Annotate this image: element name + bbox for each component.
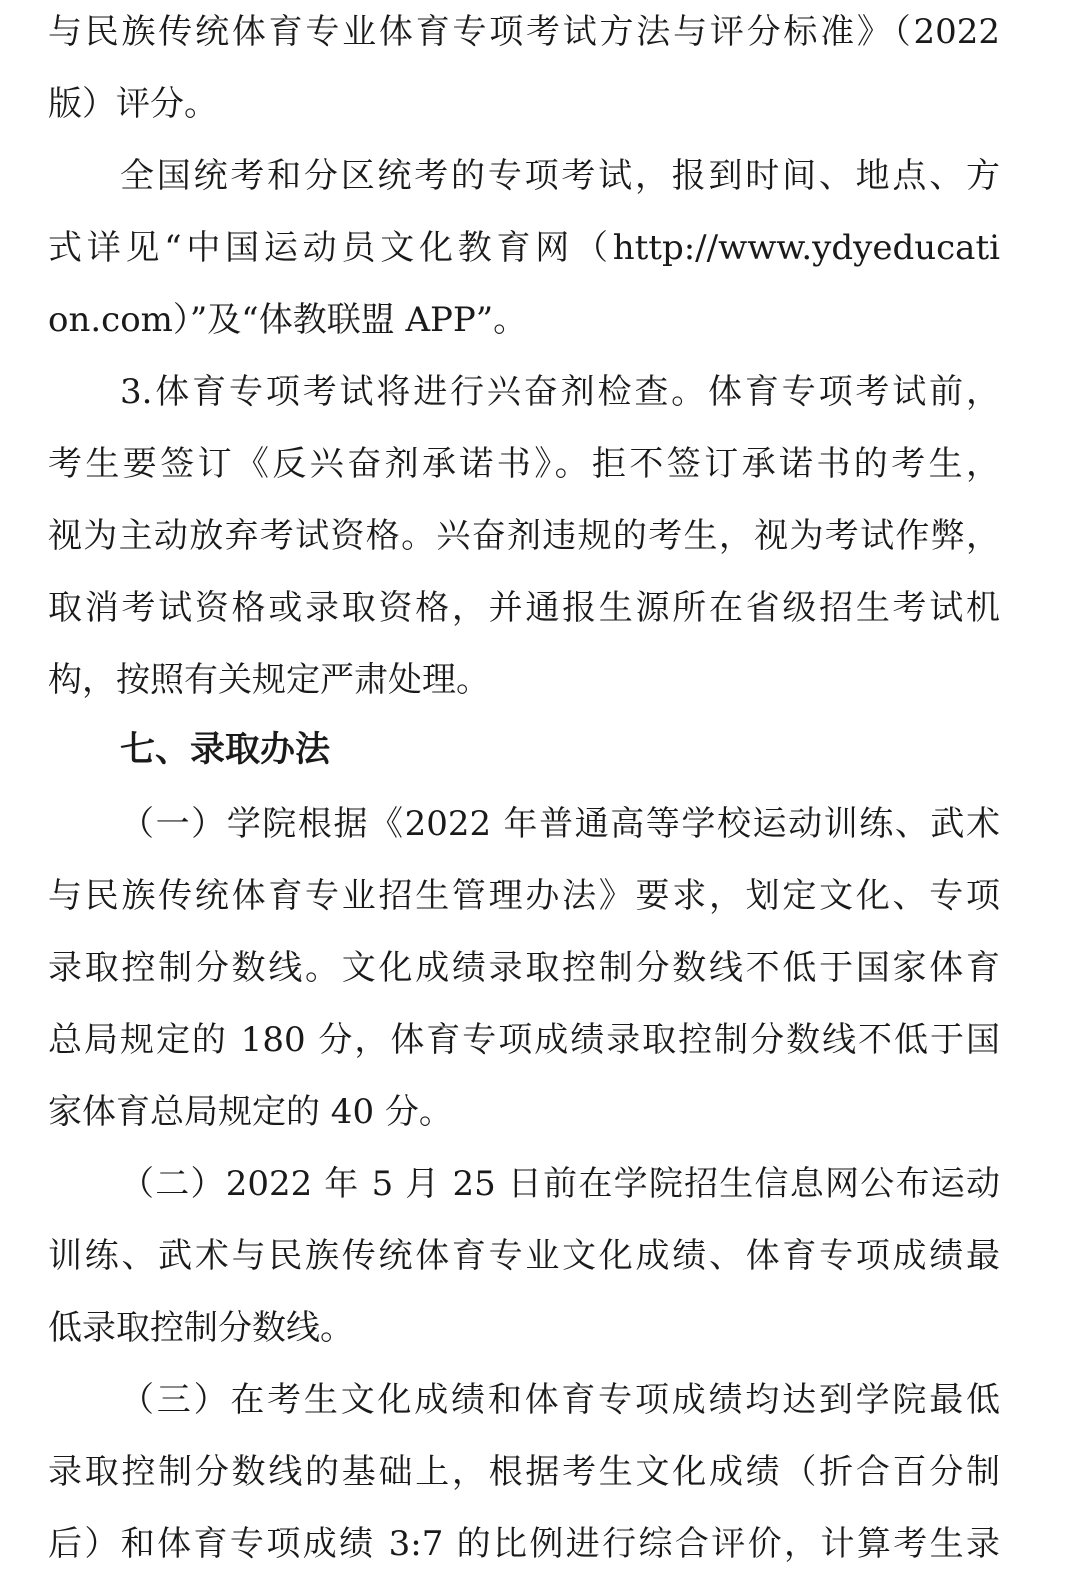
text-line: 后）和体育专项成绩 3:7 的比例进行综合评价，计算考生录 — [48, 1524, 1000, 1564]
text-line: 考生要签订《反兴奋剂承诺书》。拒不签订承诺书的考生， — [48, 444, 1000, 484]
text-line: 总局规定的 180 分，体育专项成绩录取控制分数线不低于国 — [48, 1020, 1000, 1060]
text-line: 取消考试资格或录取资格，并通报生源所在省级招生考试机 — [48, 588, 1000, 628]
text-line: 与民族传统体育专业体育专项考试方法与评分标准》（2022 — [48, 12, 1000, 52]
text-line: 家体育总局规定的 40 分。 — [48, 1092, 453, 1132]
text-line: 视为主动放弃考试资格。兴奋剂违规的考生，视为考试作弊， — [48, 516, 1000, 556]
text-line: 式详见“中国运动员文化教育网（http://www.ydyeducati — [48, 228, 1000, 268]
paragraph-first-line: （一）学院根据《2022 年普通高等学校运动训练、武术 — [120, 804, 1000, 844]
paragraph-first-line: （三）在考生文化成绩和体育专项成绩均达到学院最低 — [120, 1380, 1000, 1420]
paragraph-first-line: （二）2022 年 5 月 25 日前在学院招生信息网公布运动 — [120, 1164, 1000, 1204]
text-line: 录取控制分数线。文化成绩录取控制分数线不低于国家体育 — [48, 948, 1000, 988]
text-line: 版）评分。 — [48, 84, 218, 124]
text-line: 训练、武术与民族传统体育专业文化成绩、体育专项成绩最 — [48, 1236, 1000, 1276]
text-line: 构，按照有关规定严肃处理。 — [48, 660, 490, 700]
text-line: 与民族传统体育专业招生管理办法》要求，划定文化、专项 — [48, 876, 1000, 916]
text-line: on.com）”及“体教联盟 APP”。 — [48, 300, 528, 340]
section-heading: 七、录取办法 — [120, 730, 331, 770]
paragraph-first-line: 3.体育专项考试将进行兴奋剂检查。体育专项考试前， — [120, 372, 1000, 412]
text-line: 低录取控制分数线。 — [48, 1308, 354, 1348]
text-line: 录取控制分数线的基础上，根据考生文化成绩（折合百分制 — [48, 1452, 1000, 1492]
paragraph-first-line: 全国统考和分区统考的专项考试，报到时间、地点、方 — [120, 156, 1000, 196]
